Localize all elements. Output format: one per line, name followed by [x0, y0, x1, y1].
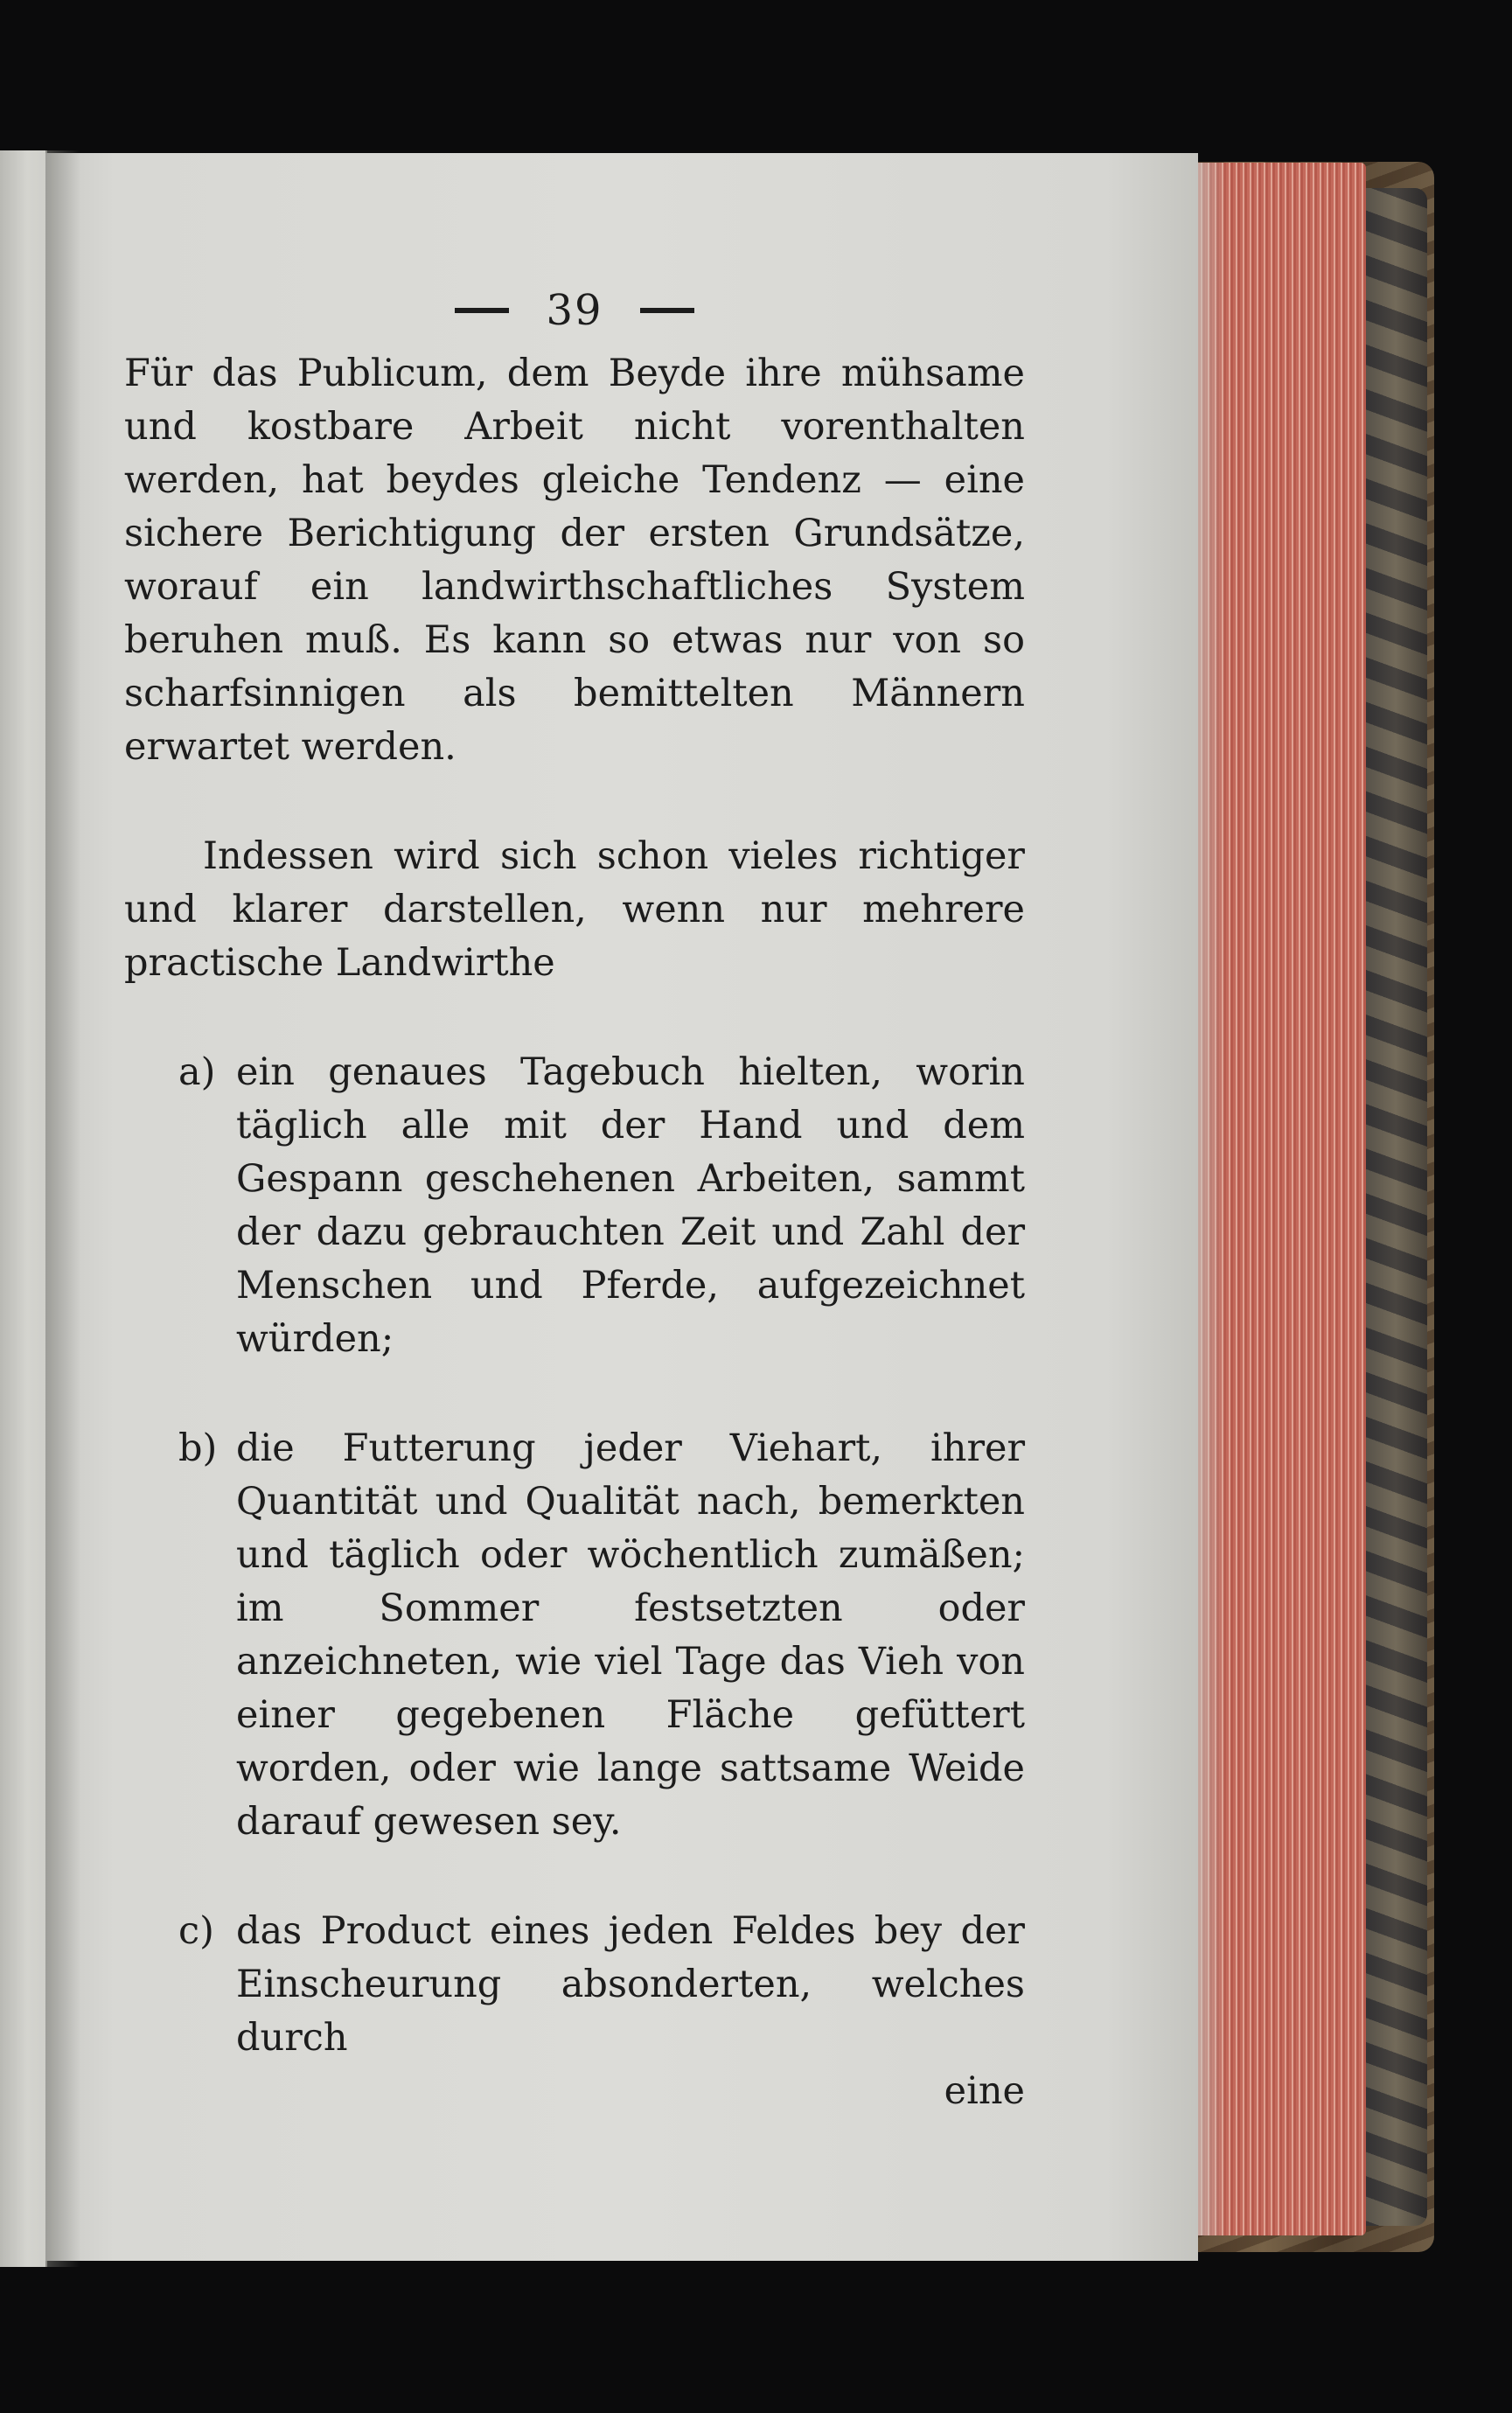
- list-item-c: [124, 1905, 1025, 2065]
- list-item-a: [124, 1046, 1025, 1366]
- paragraph-1: Für das Publicum, dem Beyde ihre mühsame und kostbare Arbeit nicht vorenthalten werden, hat beydes gleiche Tendenz — eine sichere Berichtigung der ersten Grundsätze, worauf ein landwirthschaftliches System beruhen muß. Es kann so etwas nur von so scharfsinnigen als bemittelten Männern erwartet werden.: [124, 352, 1025, 769]
- list-marker: c): [178, 1909, 214, 1953]
- header-dash-left: [455, 308, 509, 313]
- list-item-text: das Product eines jeden Feldes bey der Einscheurung absonderten, welches durch: [236, 1909, 1025, 2060]
- paragraph-2: Indessen wird sich schon vieles richtiger und klarer darstellen, wenn nur mehrere practische Landwirthe: [124, 834, 1025, 985]
- page-number: 39: [546, 286, 603, 335]
- page-header: [124, 284, 1025, 347]
- header-dash-right: [640, 308, 694, 313]
- list-item-b: [124, 1422, 1025, 1849]
- enumerated-list: [124, 1046, 1025, 2065]
- cover-marbled-edge: [1364, 188, 1427, 2226]
- list-item-text: ein genaues Tagebuch hielten, worin täglich alle mit der Hand und dem Gespann geschehenen Arbeiten, sammt der dazu gebrauchten Zeit und Zahl der Menschen und Pferde, aufgezeichnet würden;: [236, 1050, 1025, 1361]
- page-text: [124, 284, 1025, 2118]
- previous-page: [0, 150, 47, 2267]
- list-item-text: die Futterung jeder Viehart, ihrer Quantität und Qualität nach, bemerkten und täglich oder wöchentlich zumäßen; im Sommer festsetzten oder anzeichneten, wie viel Tage das Vieh von einer gegebenen Fläche gefüttert worden, oder wie lange sattsame Weide darauf gewesen sey.: [236, 1426, 1025, 1844]
- list-marker: a): [178, 1050, 216, 1094]
- catchword: eine: [944, 2069, 1025, 2113]
- book-page: [45, 153, 1198, 2261]
- list-marker: b): [178, 1426, 218, 1470]
